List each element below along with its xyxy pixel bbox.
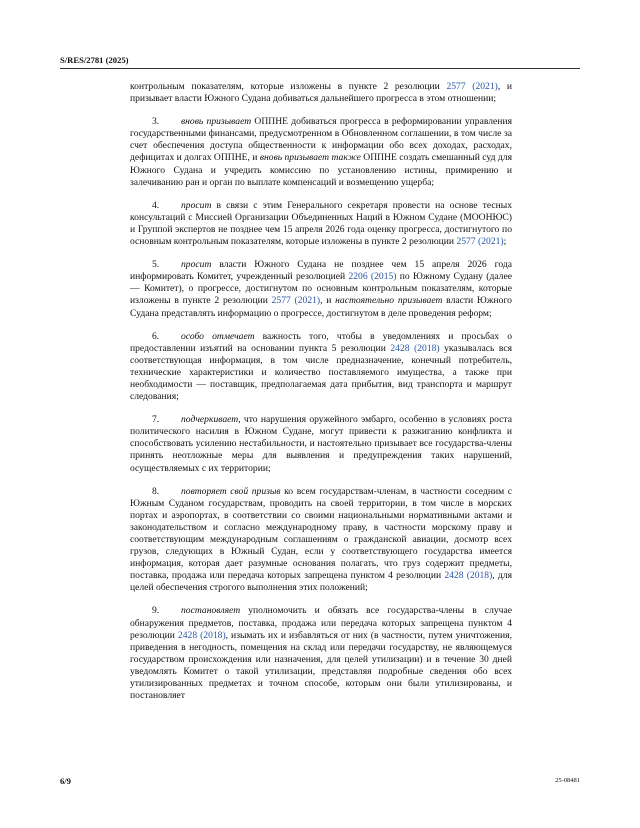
operative-verb: просит — [181, 199, 212, 211]
paragraph-continuation — [130, 81, 512, 105]
paragraph-text: указывалась вся соответствующая информация, в том числе предназначение, конечный потребитель, технические характеристики и количество поставляемого имущества, а также при необходимости — поставщик, предполагаемая дата прибытия, вид транспорта и маршрут следования; — [130, 342, 512, 403]
paragraph-text: власти Южного Судана не позднее чем 15 апреля 2026 года информировать Комитет, учрежденный резолюцией — [130, 259, 512, 283]
document-number: 25-08481 — [555, 777, 580, 784]
operative-verb: настоятельно призывает — [335, 295, 443, 307]
paragraph-number: 7. — [152, 414, 160, 426]
paragraph-4 — [130, 200, 512, 248]
operative-verb: повторяет свой призыв — [181, 485, 281, 497]
paragraph-5 — [130, 259, 512, 319]
document-body — [130, 81, 512, 713]
paragraph-3 — [130, 116, 512, 189]
paragraph-number: 3. — [152, 116, 160, 128]
operative-verb: постановляет — [181, 605, 241, 617]
paragraph-text: ; — [503, 236, 507, 248]
paragraph-9 — [130, 605, 512, 702]
document-symbol: S/RES/2781 (2025) — [60, 55, 129, 65]
paragraph-8 — [130, 486, 512, 595]
paragraph-number: 6. — [152, 330, 160, 342]
page-number: 6/9 — [60, 776, 71, 786]
paragraph-number: 5. — [152, 259, 160, 271]
paragraph-text: , изымать их и избавляться от них (в частности, путем уничтожения, приведения в негодность, помещения на склад или передачи государству, не являющемуся государством происхождения или назначения, для целей утилизации) и в течение 30 дней уведомлять Комитет о такой утилизации, представляя подробные сведения обо всех утилизированных предметах и точном способе, которым они были утилизированы, и постановляет — [130, 629, 512, 702]
operative-verb: подчеркивает — [181, 414, 239, 426]
resolution-link[interactable]: 2428 (2018) — [390, 342, 440, 354]
paragraph-text: ОППНЕ создать смешанный суд для Южного Судана и учредить комиссию по установлению истины, примирению и залечиванию ран и орган по выплате компенсаций и возмещению ущерба; — [130, 152, 512, 188]
resolution-link[interactable]: 2577 (2021) — [271, 295, 321, 307]
paragraph-text: , и призывает власти Южного Судана добиваться дальнейшего прогресса в этом отношении; — [130, 81, 512, 105]
operative-verb: вновь призывает также — [259, 152, 361, 164]
paragraph-text: , для целей обеспечения строгого выполнения этих положений; — [130, 570, 512, 594]
resolution-link[interactable]: 2428 (2018) — [177, 629, 226, 641]
paragraph-text: важность того, чтобы в уведомлениях и просьбах о предоставлении изъятий на основании пункта 5 резолюции — [130, 330, 512, 354]
resolution-link[interactable]: 2577 (2021) — [446, 81, 498, 92]
header-rule — [60, 68, 580, 69]
paragraph-text: , и — [320, 295, 336, 307]
paragraph-text: ко всем государствам-членам, в частности соседним с Южным Суданом государствам, проводить на своей территории, в том числе в морских портах и аэропортах, в соответствии со своими национальными нормативными актами и законодательством и согласно международному праву, в частности морскому праву и соответствующим международным соглашениям о гражданской авиации, досмотр всех грузов, следующих в Южный Судан, если у соответствующего государства имеется информация, которая дает разумные основания полагать, что груз содержит предметы, поставка, продажа или передача которых запрещена пунктом 4 резолюции — [130, 485, 513, 582]
paragraph-number: 4. — [152, 199, 160, 211]
paragraph-text: уполномочить и обязать все государства-члены в случае обнаружения предметов, поставка, продажа или передача которых запрещена пунктом 4 резолюции — [130, 605, 512, 641]
paragraph-7 — [130, 414, 512, 474]
paragraph-6 — [130, 331, 512, 404]
resolution-link[interactable]: 2428 (2018) — [444, 570, 493, 582]
paragraph-text: контрольным показателям, которые изложены в пункте 2 резолюции — [130, 81, 447, 92]
paragraph-text: ОППНЕ добиваться прогресса в реформировании управления государственными финансами, предусмотренном в Обновленном соглашении, в том числе за счет обеспечения доступа общественности к информации обо всех доходах, расходах, дефицитах и долгах ОППНЕ, и — [130, 116, 512, 164]
paragraph-text: , что нарушения оружейного эмбарго, особенно в условиях роста политического насилия в Южном Судане, могут привести к разжиганию конфликта и способствовать усилению нестабильности, и настоятельно призывает все государства-члены принять неотложные меры для выявления и предупреждения таких нарушений, осуществляемых с их территории; — [130, 414, 512, 474]
resolution-link[interactable]: 2577 (2021) — [456, 236, 504, 248]
paragraph-number: 9. — [152, 605, 160, 617]
operative-verb: просит — [181, 259, 212, 271]
paragraph-text: по Южному Судану (далее — Комитет), о прогрессе, достигнутом по основным контрольным показателям, которые изложены в пункте 2 резолюции — [130, 271, 512, 307]
paragraph-text: в связи с этим Генерального секретаря провести на основе тесных консультаций с Миссией Организации Объединенных Наций в Южном Судане (МООНЮС) и Группой экспертов не позднее чем 15 апреля 2026 года оценку прогресса, достигнутого по основным контрольным показателям, которые изложены в пункте 2 резолюции — [130, 199, 512, 248]
paragraph-number: 8. — [152, 485, 160, 497]
paragraph-text: власти Южного Судана представлять информацию о прогрессе, достигнутом в деле проведения реформ; — [130, 295, 512, 319]
operative-verb: особо отмечает — [181, 330, 255, 342]
resolution-link[interactable]: 2206 (2015) — [348, 271, 397, 283]
operative-verb: вновь призывает — [181, 116, 252, 128]
